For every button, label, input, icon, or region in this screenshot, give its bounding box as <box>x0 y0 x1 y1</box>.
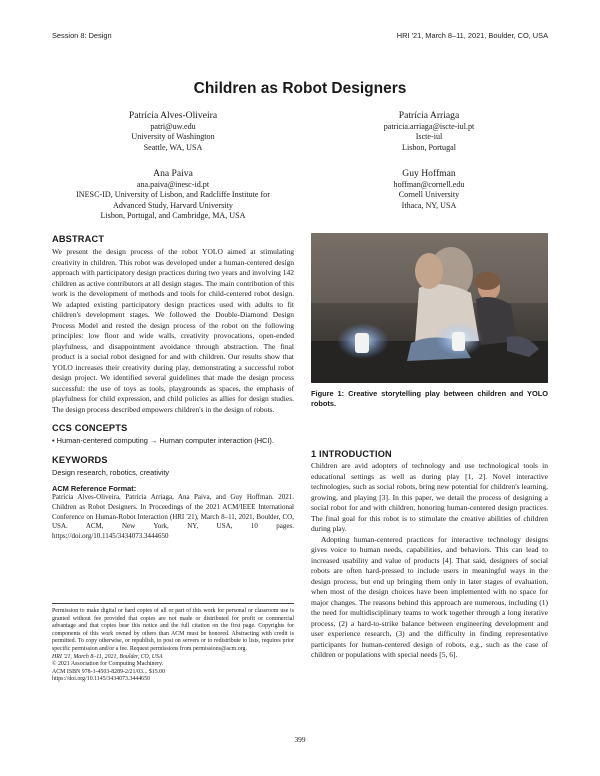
author-affiliation: Iscte-iul <box>415 132 443 142</box>
page-number: 399 <box>294 735 306 744</box>
keywords-section <box>52 455 294 479</box>
acm-reference-heading: ACM Reference Format: <box>52 484 137 493</box>
author-location: Ithaca, NY, USA <box>401 200 457 210</box>
footnote-isbn: ACM ISBN 978-1-4503-8289-2/21/03... $15.00 <box>52 668 166 675</box>
author-name: Patrícia Alves-Oliveira <box>128 110 218 121</box>
footnote-venue: HRI '21, March 8–11, 2021, Boulder, CO, USA <box>52 653 163 660</box>
author-name: Patrícia Arriaga <box>398 110 460 121</box>
keywords-text: Design research, robotics, creativity <box>52 467 170 477</box>
author-email: patricia.arriaga@iscte-iul.pt <box>383 122 475 131</box>
right-column <box>311 233 548 661</box>
abstract-heading: ABSTRACT <box>52 234 105 244</box>
copyright-footnote <box>52 603 294 684</box>
author-email: hoffman@cornell.edu <box>393 180 465 189</box>
intro-paragraph: Children are avid adopters of technology and use technological tools in educational settings as well as during play [1, 2]. Novel interactive technologies, such as social robots, bring new potential for children's learning, growing, and playing [3]. In this paper, we detail the process of designing a social robot for and with children, honoring human-centered design practices. The final goal for this robot is to stimulate the creative abilities of children during play. <box>311 461 548 533</box>
left-column <box>52 234 294 542</box>
running-header-left: Session 8: Design <box>52 31 112 40</box>
author-name: Ana Paiva <box>153 168 193 179</box>
author-block <box>53 168 293 222</box>
permission-notice: Permission to make digital or hard copies of all or part of this work for personal or classroom use is granted without fee provided that copies are not made or distributed for profit or commercial advantage and that copies bear this notice and the full citation on the first page. Copyrights for components of this work owned by others than ACM must be honored. Abstracting with credit is permitted. To copy otherwise, or republish, to post on servers or to redistribute to lists, requires prior specific permission and/or a fee. Request permissions from permissions@acm.org. <box>52 608 294 652</box>
author-block <box>53 110 293 153</box>
author-block <box>309 110 549 153</box>
author-email: ana.paiva@inesc-id.pt <box>136 180 210 189</box>
ccs-heading: CCS CONCEPTS <box>52 423 128 433</box>
author-affiliation: Advanced Study, Harvard University <box>113 200 233 210</box>
footnote-copyright: © 2021 Association for Computing Machinery. <box>52 661 164 668</box>
author-location: Seattle, WA, USA <box>143 142 203 152</box>
ccs-section <box>52 423 294 447</box>
figure-caption: Figure 1: Creative storytelling play between children and YOLO robots. <box>311 389 548 408</box>
acm-reference <box>52 484 294 542</box>
author-affiliation: Cornell University <box>398 190 460 200</box>
author-affiliation: INESC-ID, University of Lisbon, and Radcliffe Institute for <box>76 190 270 200</box>
ccs-text: • Human-centered computing → Human computer interaction (HCI). <box>52 436 274 445</box>
author-email: patri@uw.edu <box>150 122 196 131</box>
introduction-section <box>311 449 548 661</box>
author-affiliation: University of Washington <box>131 132 215 142</box>
abstract-section <box>52 234 294 415</box>
introduction-heading: 1 INTRODUCTION <box>311 449 392 459</box>
figure-photo <box>311 233 548 383</box>
acm-reference-text: Patrícia Alves-Oliveira, Patrícia Arriaga, Ana Paiva, and Guy Hoffman. 2021. Children as Robot Designers. In Proceedings of the 2021 ACM/IEEE International Conference on Human-Robot Interaction (HRI '21), March 8–11, 2021, Boulder, CO, USA. ACM, New York, NY, USA, 10 pages. https://doi.org/10.1145/3434073.3444650 <box>52 493 294 541</box>
paper-title: Children as Robot Designers <box>193 80 407 97</box>
footnote-doi: https://doi.org/10.1145/3434073.3444650 <box>52 676 151 683</box>
author-location: Lisbon, Portugal <box>402 142 456 152</box>
keywords-heading: KEYWORDS <box>52 454 108 465</box>
running-header-right: HRI '21, March 8–11, 2021, Boulder, CO, USA <box>396 31 548 40</box>
author-block <box>309 168 549 211</box>
intro-paragraph: Adopting human-centered practices for interactive technology designs gives voice to human needs, capabilities, and behaviors. This can lead to increased usability and value of products [4]. That said, designers of social robots are often hard-pressed to include users in meaningful ways in the design process, but end up bringing them only in later stages of evaluation, when most of the design choices have been implemented with no space for major changes. The reasons behind this approach are numerous, including (1) the need for multidisciplinary teams to work together through a long iterative process, (2) a hard-to-strike balance between engineering development and user experience research, (3) and the difficulty in finding representative participants for human-centered design of robots, e.g., such as the case of children or populations with special needs [5, 6]. <box>311 534 548 659</box>
abstract-text: We present the design process of the robot YOLO aimed at stimulating creativity in children. This robot was developed under a human-centered design approach with participatory design practices during two years and involving 142 children as active contributors at all design stages. The main contribution of this work is the development of methods and tools for child-centered robot design. We adapted existing participatory design practices used with adults to fit children's development stages. We followed the Double-Diamond Design Process Model and rested the design process of the robot on the following principles: low floor and wide walls, creativity provocations, open-ended playfulness, and disappointment avoidance through abstraction. The final product is a social robot designed for and with children. Our results show that YOLO increases their creativity during play, demonstrating a successful robot design project. We identified several guidelines that made the design process successful: the use of toys as tools, playgrounds as spaces, the emphasis of playfulness for child expression, and child policies as allies for design studies. The design process described empowers children's in the design of robots. <box>52 247 294 414</box>
author-name: Guy Hoffman <box>402 168 456 179</box>
author-location: Lisbon, Portugal, and Cambridge, MA, USA <box>100 211 246 221</box>
